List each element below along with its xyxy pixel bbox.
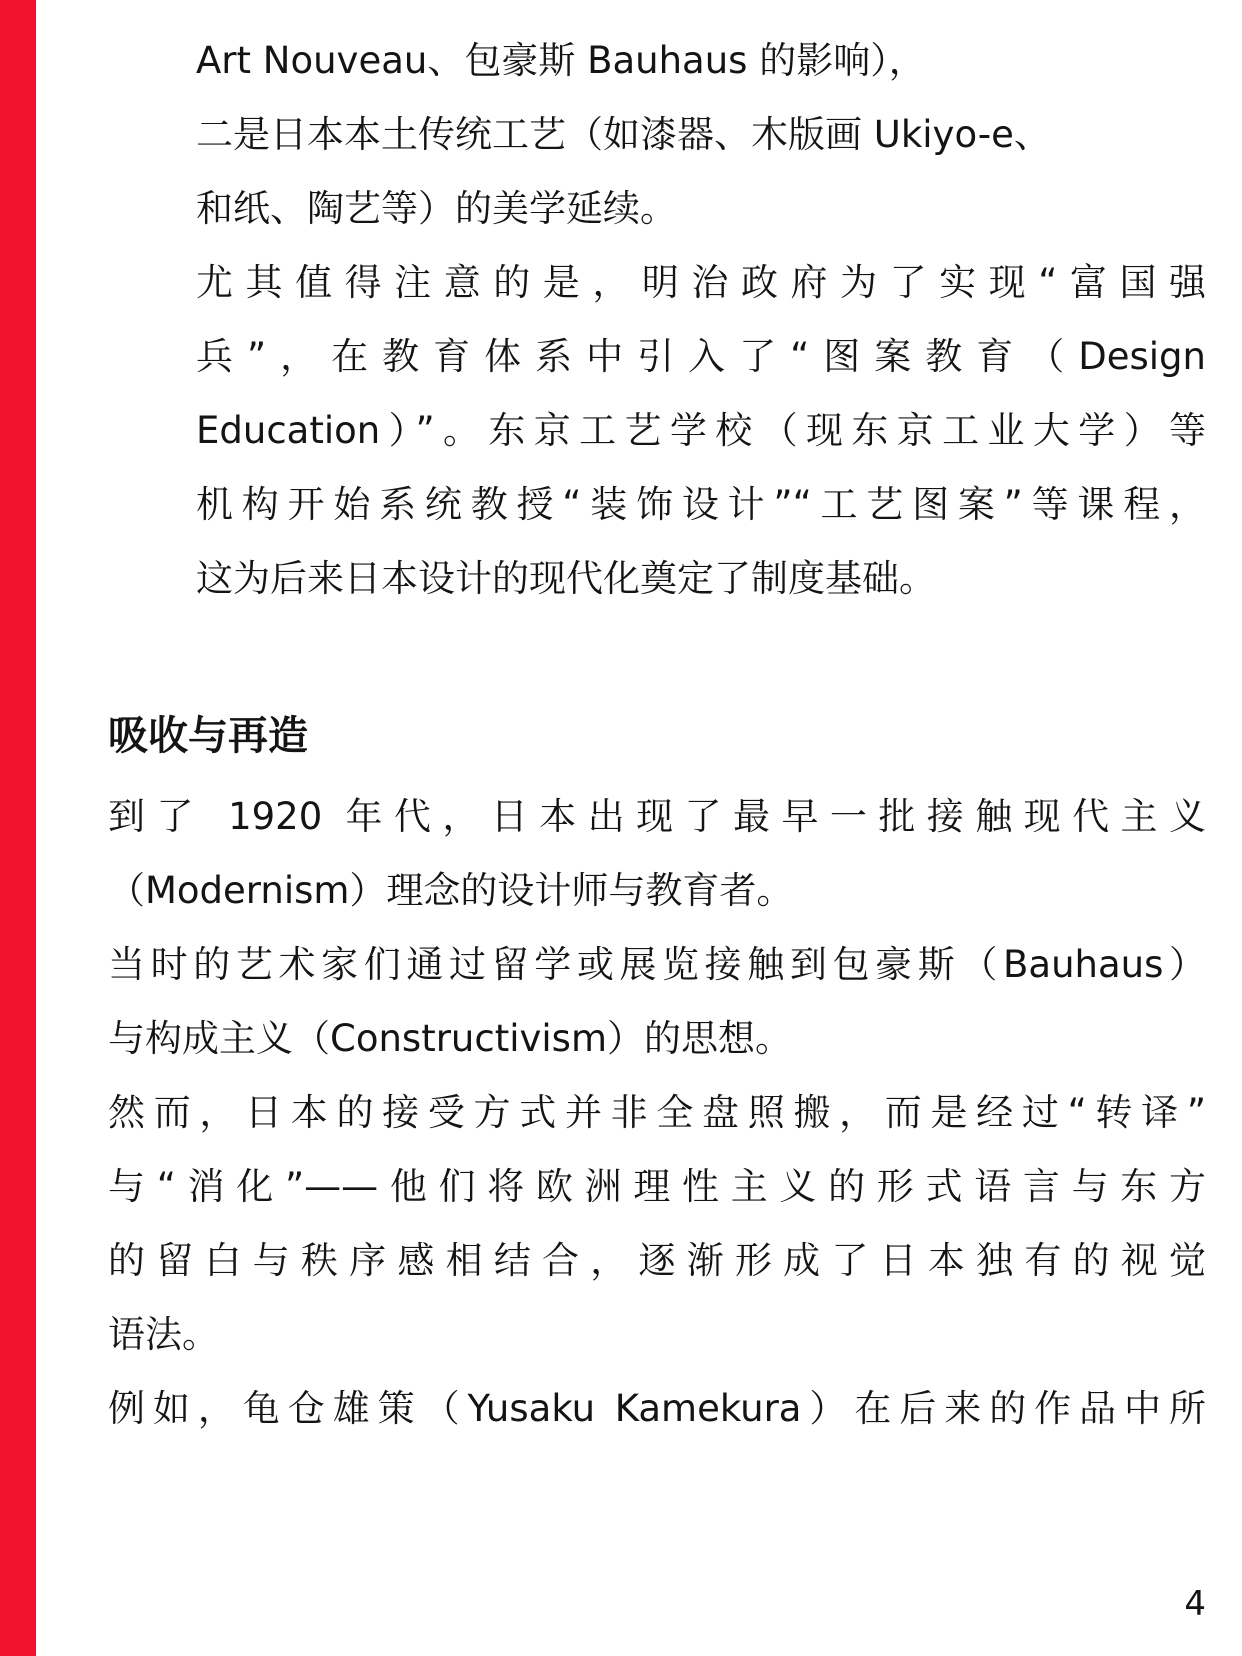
text-line: 与构成主义（Constructivism）的思想。 xyxy=(108,1017,792,1060)
text-line: 与“消化”——他们将欧洲理性主义的形式语言与东方 xyxy=(108,1165,1206,1208)
text-line: 二是日本本土传统工艺（如漆器、木版画 Ukiyo-e、 xyxy=(196,113,1051,156)
text-line: 机构开始系统教授“装饰设计”“工艺图案”等课程， xyxy=(196,483,1206,526)
text-line: 语法。 xyxy=(108,1313,219,1356)
intro-paragraphs xyxy=(196,24,1206,616)
text-line: 尤其值得注意的是，明治政府为了实现“富国强 xyxy=(196,261,1206,304)
text-line: 和纸、陶艺等）的美学延续。 xyxy=(196,187,677,230)
text-line: 兵”，在教育体系中引入了“图案教育（Design xyxy=(196,335,1206,378)
text-line: 当时的艺术家们通过留学或展览接触到包豪斯（Bauhaus） xyxy=(108,943,1206,986)
text-line: 例如，龟仓雄策（Yusaku Kamekura）在后来的作品中所 xyxy=(108,1387,1206,1430)
text-line: 这为后来日本设计的现代化奠定了制度基础。 xyxy=(196,557,936,600)
text-line: 到了 1920 年代，日本出现了最早一批接触现代主义 xyxy=(108,795,1206,838)
text-line: （Modernism）理念的设计师与教育者。 xyxy=(108,869,794,912)
text-line: Art Nouveau、包豪斯 Bauhaus 的影响）， xyxy=(196,39,926,82)
section-absorption xyxy=(108,706,1206,1446)
text-line: 的留白与秩序感相结合，逐渐形成了日本独有的视觉 xyxy=(108,1239,1206,1282)
text-line: 然而，日本的接受方式并非全盘照搬，而是经过“转译” xyxy=(108,1091,1206,1134)
text-line: Education）”。东京工艺学校（现东京工业大学）等 xyxy=(196,409,1206,452)
page-number: 4 xyxy=(1184,1584,1206,1624)
section-heading: 吸收与再造 xyxy=(108,713,308,759)
